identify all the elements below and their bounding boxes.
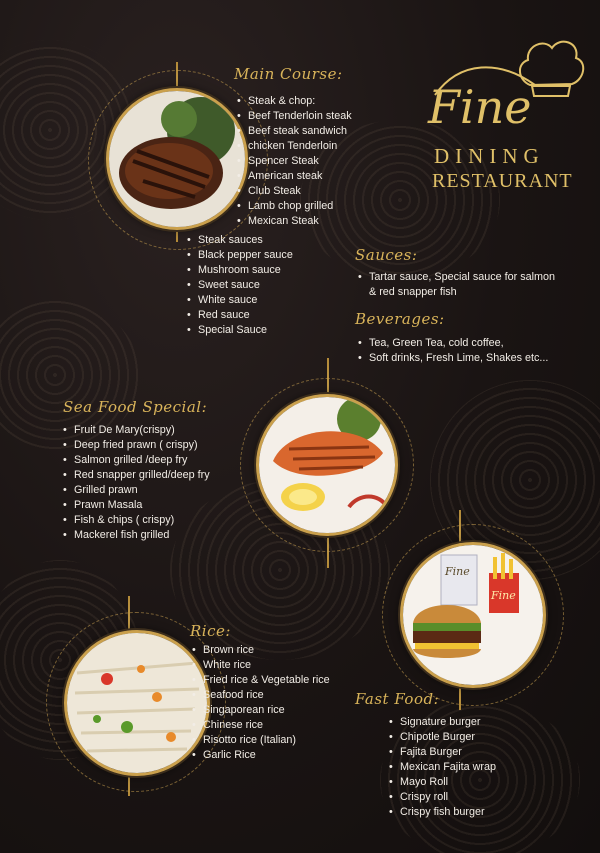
list-item: • Black pepper sauce	[187, 248, 293, 263]
list-item: • Tea, Green Tea, cold coffee,	[358, 336, 548, 351]
list-item: • Mexican Steak	[237, 214, 352, 229]
list-item: • Soft drinks, Fresh Lime, Shakes etc...	[358, 351, 548, 366]
list-item: • Chipotle Burger	[389, 730, 496, 745]
list-item: • Grilled prawn	[63, 483, 210, 498]
steak-illustration	[109, 91, 245, 227]
list-item: • Spencer Steak	[237, 154, 352, 169]
fast-food-list	[389, 715, 496, 820]
list-item: • Red snapper grilled/deep fry	[63, 468, 210, 483]
sea-food-heading: Sea Food Special:	[63, 398, 208, 416]
main-course-heading: Main Course:	[234, 65, 343, 83]
list-item: • Steak sauces	[187, 233, 293, 248]
fries-logo: Fine	[491, 589, 516, 602]
salmon-illustration	[259, 397, 395, 533]
list-item: • Deep fried prawn ( crispy)	[63, 438, 210, 453]
rice-list	[192, 643, 330, 763]
list-item: • Steak & chop:	[237, 94, 352, 109]
salmon-image	[256, 394, 398, 536]
list-item: • Seafood rice	[192, 688, 330, 703]
list-item: • Fish & chips ( crispy)	[63, 513, 210, 528]
cup-logo: Fine	[445, 565, 470, 578]
main-course-list	[237, 94, 352, 229]
list-item: • Mushroom sauce	[187, 263, 293, 278]
logo-dining: DINING	[434, 144, 545, 168]
rice-image	[64, 630, 210, 776]
list-item: • Mayo Roll	[389, 775, 496, 790]
list-item: • Fried rice & Vegetable rice	[192, 673, 330, 688]
sea-food-list	[63, 423, 210, 543]
beverages-heading: Beverages:	[355, 310, 445, 328]
list-item: • Garlic Rice	[192, 748, 330, 763]
list-item: • Mexican Fajita wrap	[389, 760, 496, 775]
list-item: • Tartar sauce, Special sauce for salmon & red snapper fish	[358, 270, 564, 300]
sauces-heading: Sauces:	[355, 246, 418, 264]
fast-food-heading: Fast Food:	[355, 690, 440, 708]
list-item: • Brown rice	[192, 643, 330, 658]
list-item: • Fajita Burger	[389, 745, 496, 760]
list-item: • Crispy fish burger	[389, 805, 496, 820]
list-item: • Crispy roll	[389, 790, 496, 805]
list-item: • Salmon grilled /deep fry	[63, 453, 210, 468]
logo-brand: Fine	[428, 80, 532, 134]
list-item: • Beef Tenderloin steak	[237, 109, 352, 124]
list-item: • Beef steak sandwich	[237, 124, 352, 139]
rice-illustration	[67, 633, 207, 773]
sauces-list	[358, 270, 564, 300]
list-item: • Sweet sauce	[187, 278, 293, 293]
list-item: • White sauce	[187, 293, 293, 308]
list-item: • Club Steak	[237, 184, 352, 199]
list-item: • Prawn Masala	[63, 498, 210, 513]
list-item: • Special Sauce	[187, 323, 293, 338]
rice-heading: Rice:	[190, 622, 231, 640]
list-item: • Lamb chop grilled	[237, 199, 352, 214]
list-item: • Singaporean rice	[192, 703, 330, 718]
beverages-list	[358, 336, 548, 366]
steak-image	[106, 88, 248, 230]
burger-illustration	[403, 545, 543, 685]
list-item: • Fruit De Mary(crispy)	[63, 423, 210, 438]
list-item: • Signature burger	[389, 715, 496, 730]
list-item: • Chinese rice	[192, 718, 330, 733]
list-item: • chicken Tenderloin	[237, 139, 352, 154]
list-item: • Red sauce	[187, 308, 293, 323]
steak-sauces-list	[187, 233, 293, 338]
fast-food-image	[400, 542, 546, 688]
list-item: • Risotto rice (Italian)	[192, 733, 330, 748]
list-item: • American steak	[237, 169, 352, 184]
list-item: • White rice	[192, 658, 330, 673]
list-item: • Mackerel fish grilled	[63, 528, 210, 543]
logo-restaurant: RESTAURANT	[432, 170, 573, 192]
